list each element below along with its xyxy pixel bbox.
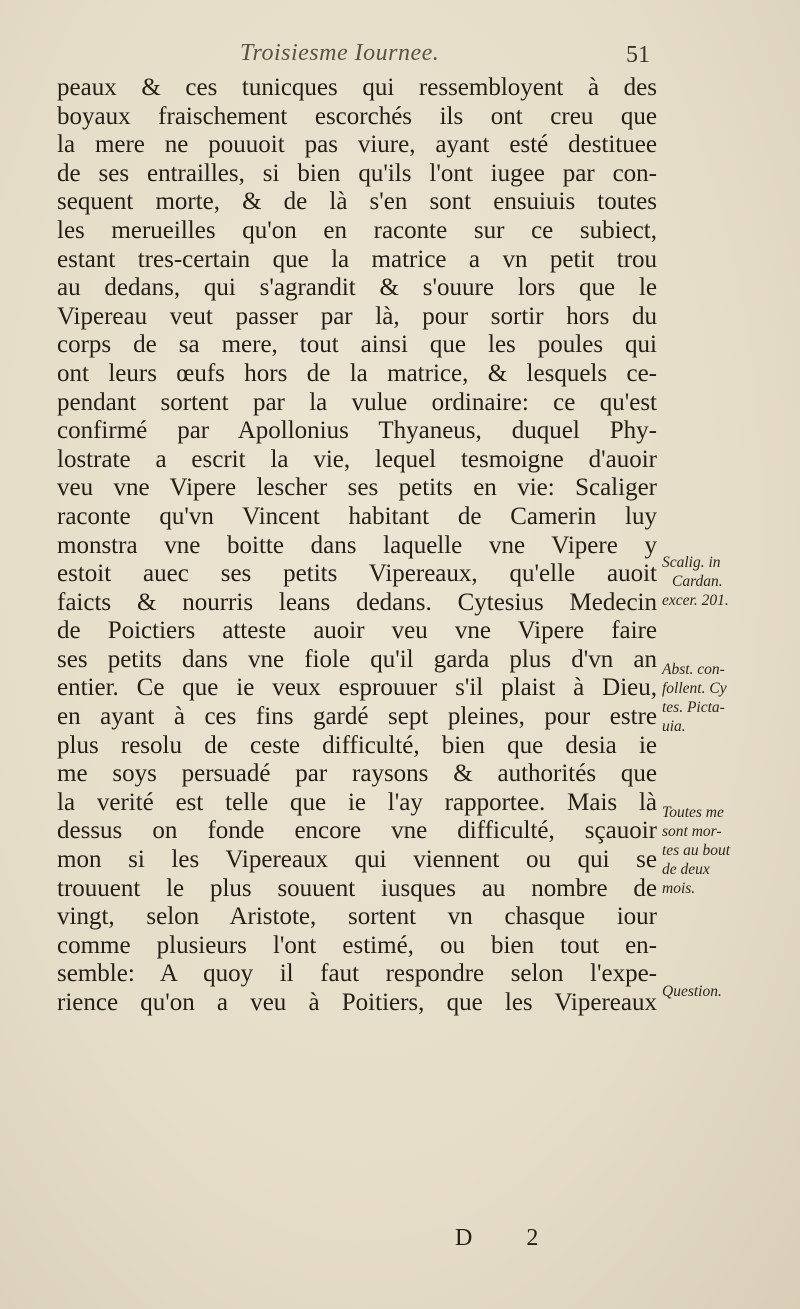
margin-note-cytesius: Abst. con- follent. Cy tes. Picta- uia. — [662, 661, 727, 735]
text-line: confirmé par Apollonius Thyaneus, duquel Phy- — [57, 417, 657, 445]
text-line: dessus on fonde encore vne difficulté, sçauoir — [57, 817, 657, 845]
text-line: comme plusieurs l'ont estimé, ou bien tout en- — [57, 931, 657, 959]
text-line: les merueilles qu'on en raconte sur ce subiect, — [57, 216, 657, 244]
text-line: mon si les Vipereaux qui viennent ou qui se — [57, 846, 657, 874]
text-line: de Poictiers atteste auoir veu vne Vipere faire — [57, 617, 657, 645]
text-line: Vipereau veut passer par là, pour sortir hors du — [57, 302, 657, 330]
text-line: sequent morte, & de là s'en sont ensuiuis toutes — [57, 188, 657, 216]
text-line: me soys persuadé par raysons & authorités que — [57, 760, 657, 788]
text-line: de ses entrailles, si bien qu'ils l'ont iugee par con- — [57, 159, 657, 187]
text-line: ses petits dans vne fiole qu'il garda plus d'vn an — [57, 645, 657, 673]
signature-mark: D 2 — [455, 1225, 563, 1251]
text-line: plus resolu de ceste difficulté, bien que desia ie — [57, 731, 657, 759]
text-line: en ayant à ces fins gardé sept pleines, pour estre — [57, 703, 657, 731]
margin-note-scaliger: Scalig. in Cardan. excer. 201. — [662, 554, 729, 609]
margin-note-question: Question. — [662, 983, 722, 1000]
text-line: faicts & nourris leans dedans. Cytesius Medecin — [57, 588, 657, 616]
text-line: estoit auec ses petits Vipereaux, qu'elle auoit — [57, 560, 657, 588]
text-line: semble: A quoy il faut respondre selon l'expe- — [57, 960, 657, 988]
text-line: estant tres-certain que la matrice a vn petit trou — [57, 245, 657, 273]
running-title: Troisiesme Iournee. — [240, 40, 440, 66]
text-line: corps de sa mere, tout ainsi que les poules qui — [57, 331, 657, 359]
main-text-block — [57, 74, 657, 1018]
text-line: ont leurs œufs hors de la matrice, & lesquels ce- — [57, 359, 657, 387]
margin-note-toutes: Toutes me sont mor- tes au bout de deux mois. — [662, 804, 731, 897]
text-line: raconte qu'vn Vincent habitant de Camerin luy — [57, 502, 657, 530]
text-line: trouuent le plus souuent iusques au nombre de — [57, 874, 657, 902]
text-line: la mere ne pouuoit pas viure, ayant esté destituee — [57, 131, 657, 159]
text-line: rience qu'on a veu à Poitiers, que les Vipereaux — [57, 989, 657, 1016]
text-line: au dedans, qui s'agrandit & s'ouure lors que le — [57, 274, 657, 302]
text-line: entier. Ce que ie veux esprouuer s'il plaist à Dieu, — [57, 674, 657, 702]
text-line: pendant sortent par la vulue ordinaire: ce qu'est — [57, 388, 657, 416]
text-line: vingt, selon Aristote, sortent vn chasque iour — [57, 903, 657, 931]
text-line: veu vne Vipere lescher ses petits en vie: Scaliger — [57, 474, 657, 502]
text-line: peaux & ces tunicques qui ressembloyent à des — [57, 74, 657, 101]
text-line: monstra vne boitte dans laquelle vne Vipere y — [57, 531, 657, 559]
text-line: lostrate a escrit la vie, lequel tesmoigne d'auoir — [57, 445, 657, 473]
text-line: boyaux fraischement escorchés ils ont creu que — [57, 102, 657, 130]
text-line: la verité est telle que ie l'ay rapportee. Mais là — [57, 788, 657, 816]
page-number: 51 — [626, 42, 650, 68]
